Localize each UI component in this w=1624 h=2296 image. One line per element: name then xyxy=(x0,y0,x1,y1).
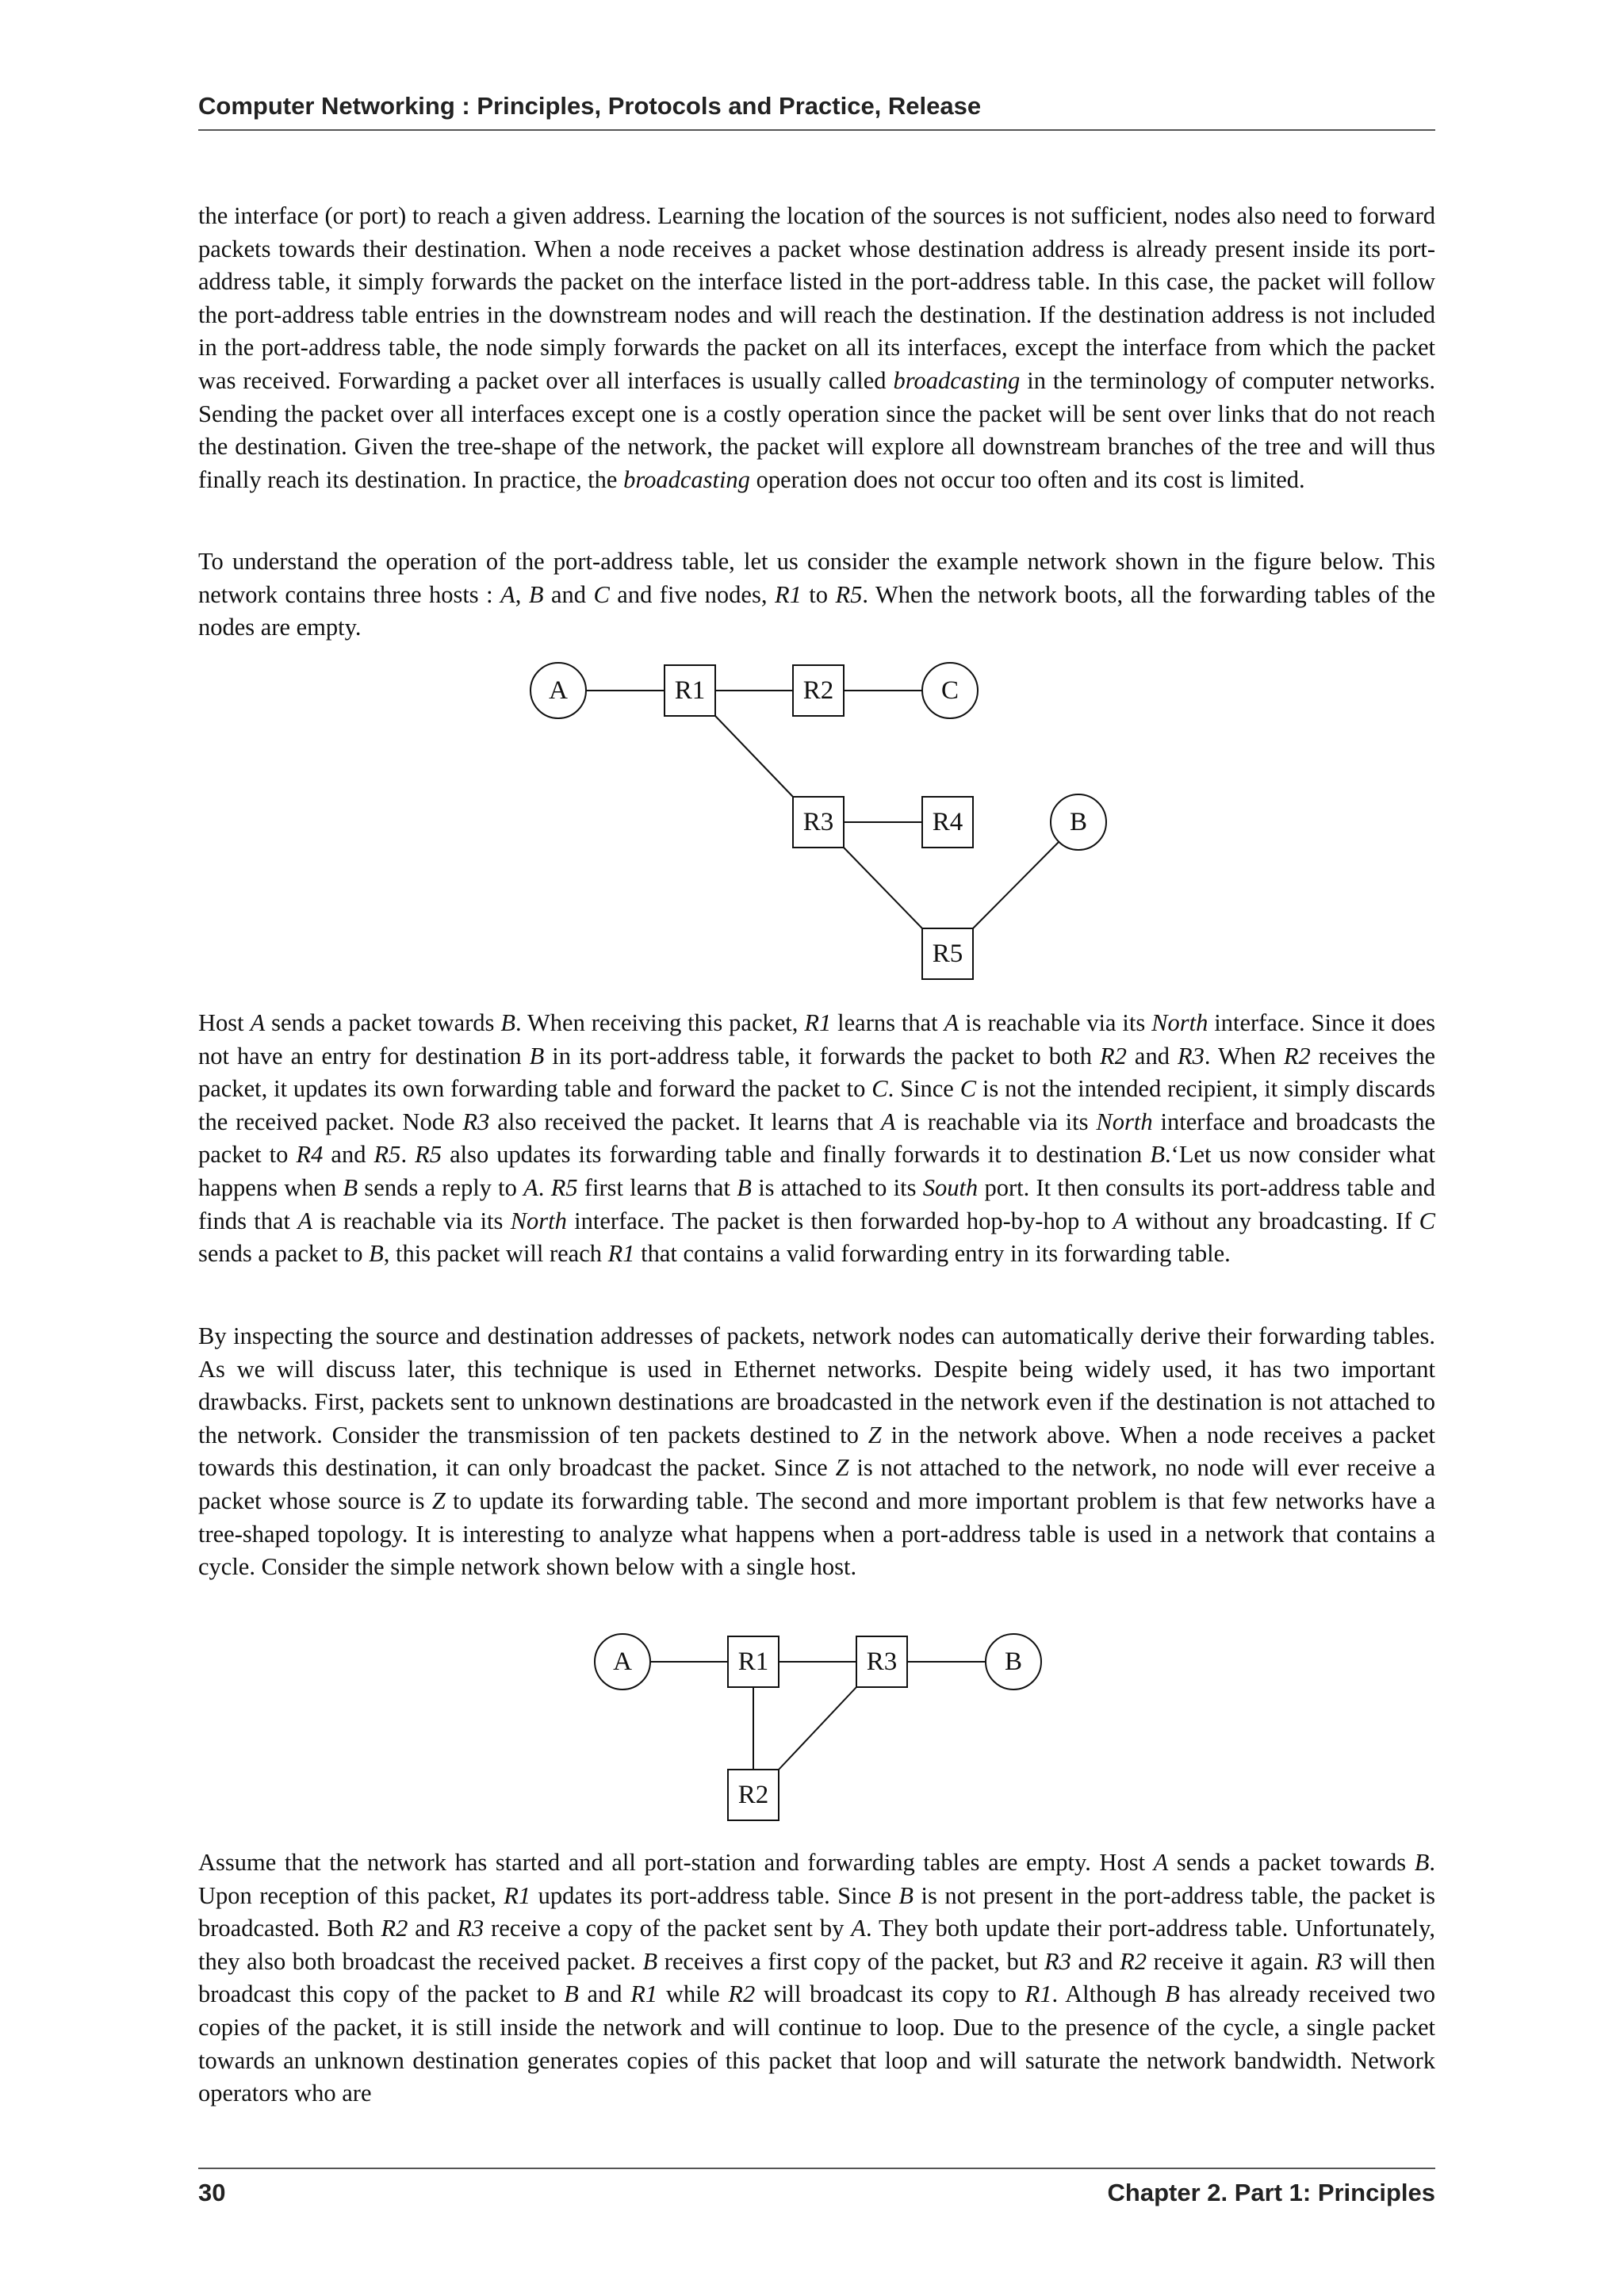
text-run: Host xyxy=(198,1009,251,1036)
text-run: .‘Let us now consider what happens when xyxy=(198,1141,1436,1201)
router-r3-label: R3 xyxy=(802,808,834,836)
emphasis-text: R3 xyxy=(1044,1947,1071,1975)
text-run: will then broadcast this copy of the packet to xyxy=(198,1947,1436,2008)
router-r4-label: R4 xyxy=(932,808,963,836)
text-run: is not present in the port-address table, the packet is broadcasted. Both xyxy=(198,1881,1435,1942)
router-r3 xyxy=(793,797,844,848)
emphasis-text: R3 xyxy=(457,1915,485,1942)
paragraph xyxy=(198,1846,1435,2110)
chapter-title: Chapter 2. Part 1: Principles xyxy=(1107,2179,1435,2206)
text-run: and xyxy=(1126,1042,1178,1070)
emphasis-text: Z xyxy=(431,1487,446,1514)
router-r1 xyxy=(728,1636,779,1687)
emphasis-text: C xyxy=(959,1075,977,1103)
router-r5 xyxy=(922,928,973,979)
text-run: sends a packet towards xyxy=(1168,1849,1415,1876)
emphasis-text: B xyxy=(898,1881,914,1909)
router-r3-label: R3 xyxy=(866,1647,898,1676)
router-r1 xyxy=(665,665,715,716)
emphasis-text: South xyxy=(922,1173,979,1201)
emphasis-text: R1 xyxy=(1025,1980,1052,2008)
text-run: sends a packet to xyxy=(198,1240,370,1268)
text-run: to xyxy=(801,580,836,608)
emphasis-text: B xyxy=(642,1947,658,1975)
emphasis-text: R2 xyxy=(1283,1042,1311,1070)
emphasis-text: R2 xyxy=(1100,1042,1127,1070)
host-a-label: A xyxy=(613,1647,632,1676)
text-run: . Since xyxy=(887,1075,960,1103)
host-b-label: B xyxy=(1069,808,1088,836)
text-run: in the network above. When a node receives a packet towards this destination, it can only broadcast the packet. Since xyxy=(198,1421,1435,1482)
emphasis-text: A xyxy=(1153,1849,1169,1876)
text-run: while xyxy=(657,1980,729,2008)
emphasis-text: A xyxy=(880,1108,896,1135)
text-run: operation does not occur too often and its cost is limited. xyxy=(749,465,1305,493)
text-run: and xyxy=(1071,1947,1120,1975)
text-run: the interface (or port) to reach a given address. Learning the location of the sources is not sufficient, nodes also need to forward packets towards their destination. When a node receives a packet whose destination address is already present inside its port-address table, it simply forwards the packet on the interface listed in the port-address table. In this case, the packet will follow the port-address table entries in the downstream nodes and will reach the destination. If the destination address is not included in the port-address table, the node simply forwards the packet on all its interfaces, except the interface from which the packet was received. Forwarding a packet over all interfaces is usually called xyxy=(198,202,1435,394)
paragraph xyxy=(198,1007,1435,1271)
emphasis-text: R2 xyxy=(381,1915,408,1942)
text-run: By inspecting the source and destination addresses of packets, network nodes can automatically derive their forwarding tables. As we will discuss later, this technique is used in Ethernet networks. Despite being widely used, it has two important drawbacks. First, packets sent to unknown destinations are broadcasted in the network even if the destination is not attached to the network. Consider the transmission of ten packets destined to xyxy=(198,1322,1435,1448)
emphasis-text: A xyxy=(297,1207,312,1234)
emphasis-text: R3 xyxy=(462,1108,490,1135)
text-run: . When receiving this packet, xyxy=(515,1009,805,1036)
text-run: is reachable via its xyxy=(312,1207,511,1234)
text-run: has already received two copies of the packet, it is still inside the network and will continue to loop. Due to the presence of the cycle, a single packet towards an unknown destination generates copies of this packet that loop and will saturate the network bandwidth. Network operators who are xyxy=(198,1980,1435,2107)
emphasis-text: A xyxy=(944,1009,959,1036)
text-run: learns that xyxy=(831,1009,944,1036)
emphasis-text: R5 xyxy=(550,1173,578,1201)
router-r1-label: R1 xyxy=(674,676,706,705)
text-run: that contains a valid forwarding entry in its forwarding table. xyxy=(634,1240,1231,1268)
text-run: without any broadcasting. If xyxy=(1128,1207,1419,1234)
host-c xyxy=(922,663,978,718)
emphasis-text: R2 xyxy=(1120,1947,1147,1975)
text-run: , this packet will reach xyxy=(383,1240,608,1268)
diagram-links xyxy=(650,1662,986,1770)
paragraph xyxy=(198,200,1435,496)
link-r1-r3 xyxy=(715,716,793,797)
emphasis-text: A xyxy=(1113,1207,1128,1234)
host-b-label: B xyxy=(1004,1647,1023,1676)
router-r2 xyxy=(793,665,844,716)
emphasis-text: Z xyxy=(868,1421,882,1448)
text-run: To understand the operation of the port-address table, let us consider the example network shown in the figure below. This network contains three hosts : xyxy=(198,548,1435,608)
text-run: and xyxy=(543,580,594,608)
emphasis-text: R3 xyxy=(1316,1947,1342,1975)
text-run: is attached to its xyxy=(751,1173,923,1201)
host-b xyxy=(1051,794,1106,850)
text-run: is not the intended recipient, it simply discards the received packet. Node xyxy=(198,1075,1435,1135)
text-run: Assume that the network has started and all port-station and forwarding tables are empty. Host xyxy=(198,1849,1154,1876)
text-run: will broadcast its copy to xyxy=(755,1980,1025,2008)
emphasis-text: B xyxy=(528,580,544,608)
text-run: also updates its forwarding table and finally forwards it to destination xyxy=(442,1141,1151,1169)
text-run: receives a first copy of the packet, but xyxy=(657,1947,1045,1975)
emphasis-text: North xyxy=(1096,1108,1153,1135)
text-run: . Upon reception of this packet, xyxy=(198,1849,1435,1909)
emphasis-text: R5 xyxy=(373,1141,401,1169)
text-run: receive a copy of the packet sent by xyxy=(484,1915,852,1942)
emphasis-text: R3 xyxy=(1178,1042,1205,1070)
host-a xyxy=(530,663,586,718)
emphasis-text: R5 xyxy=(835,580,863,608)
host-a xyxy=(595,1634,650,1689)
tree-network-diagram xyxy=(0,650,1624,991)
text-run: . They both update their port-address table. Unfortunately, they also both broadcast the received packet. xyxy=(198,1915,1436,1975)
router-r4 xyxy=(922,797,973,848)
router-r1-label: R1 xyxy=(737,1647,769,1676)
page-number: 30 xyxy=(198,2179,226,2206)
text-run: and xyxy=(578,1980,631,2008)
emphasis-text: C xyxy=(1419,1207,1435,1234)
host-b xyxy=(986,1634,1041,1689)
text-run: interface and broadcasts the packet to xyxy=(198,1108,1435,1169)
emphasis-text: R1 xyxy=(774,580,802,608)
emphasis-text: R1 xyxy=(607,1240,635,1268)
emphasis-text: B xyxy=(1165,1980,1180,2008)
emphasis-text: North xyxy=(1151,1009,1208,1036)
emphasis-text: R1 xyxy=(804,1009,832,1036)
text-run: receive it again. xyxy=(1147,1947,1316,1975)
emphasis-text: R5 xyxy=(415,1141,442,1169)
text-run: , xyxy=(515,580,529,608)
emphasis-text: A xyxy=(500,580,515,608)
router-r2-label: R2 xyxy=(802,676,834,705)
text-run: to update its forwarding table. The second and more important problem is that few networks have a tree-shaped topology. It is interesting to analyze what happens when a port-address table is used in a network that contains a cycle. Consider the simple network shown below with a single host. xyxy=(198,1487,1436,1581)
emphasis-text: broadcasting xyxy=(623,465,750,493)
emphasis-text: A xyxy=(250,1009,266,1036)
emphasis-text: B xyxy=(529,1042,545,1070)
link-r3-r5 xyxy=(844,848,922,928)
text-run: receives the packet, it updates its own forwarding table and forward the packet to xyxy=(198,1042,1435,1103)
text-run: . Although xyxy=(1051,1980,1166,2008)
emphasis-text: R1 xyxy=(504,1881,531,1909)
paragraph xyxy=(198,1320,1435,1584)
link-b-r5 xyxy=(973,834,1067,928)
footer-rule xyxy=(198,2168,1435,2169)
text-run: sends a reply to xyxy=(358,1173,524,1201)
emphasis-text: R4 xyxy=(296,1141,324,1169)
router-r3 xyxy=(856,1636,907,1687)
emphasis-text: A xyxy=(523,1173,538,1201)
emphasis-text: B xyxy=(1414,1849,1430,1876)
text-run: and five nodes, xyxy=(609,580,775,608)
emphasis-text: B xyxy=(343,1173,358,1201)
host-c-label: C xyxy=(940,676,959,705)
text-run: is reachable via its xyxy=(895,1108,1097,1135)
emphasis-text: C xyxy=(871,1075,888,1103)
emphasis-text: C xyxy=(593,580,610,608)
emphasis-text: broadcasting xyxy=(893,366,1021,394)
emphasis-text: B xyxy=(369,1240,384,1268)
text-run: first learns that xyxy=(577,1173,737,1201)
text-run: . When xyxy=(1204,1042,1284,1070)
emphasis-text: Z xyxy=(835,1454,849,1482)
link-r3-r2 xyxy=(779,1687,856,1770)
paragraph xyxy=(198,545,1435,645)
text-run: interface. The packet is then forwarded hop-by-hop to xyxy=(566,1207,1113,1234)
emphasis-text: R2 xyxy=(728,1980,756,2008)
text-run: is not attached to the network, no node will ever receive a packet whose source is xyxy=(198,1454,1435,1514)
emphasis-text: A xyxy=(851,1915,866,1942)
text-run: . xyxy=(400,1141,416,1169)
text-run: in the terminology of computer networks. Sending the packet over all interfaces except one is a costly operation since the packet will be sent over links that do not reach the destination. Given the tree-shape of the network, the packet will explore all downstream branches of the tree and will thus finally reach its destination. In practice, the xyxy=(198,366,1435,493)
emphasis-text: North xyxy=(510,1207,567,1234)
text-run: port. It then consults its port-address table and finds that xyxy=(198,1173,1435,1234)
text-run: . When the network boots, all the forwarding tables of the nodes are empty. xyxy=(198,580,1435,641)
text-run: and xyxy=(323,1141,374,1169)
text-run: in its port-address table, it forwards the packet to both xyxy=(544,1042,1100,1070)
router-r5-label: R5 xyxy=(932,939,963,968)
emphasis-text: R1 xyxy=(630,1980,658,2008)
cycle-network-diagram xyxy=(0,1625,1624,1831)
text-run: . xyxy=(538,1173,551,1201)
text-run: and xyxy=(408,1915,458,1942)
running-header-title: Computer Networking : Principles, Protocols and Practice, Release xyxy=(198,92,982,120)
text-run: is reachable via its xyxy=(959,1009,1152,1036)
text-run: updates its port-address table. Since xyxy=(530,1881,899,1909)
header-rule xyxy=(198,129,1435,131)
emphasis-text: B xyxy=(564,1980,579,2008)
emphasis-text: B xyxy=(1150,1141,1166,1169)
text-run: interface. Since it does not have an entry for destination xyxy=(198,1009,1435,1070)
text-run: sends a packet towards xyxy=(265,1009,501,1036)
host-a-label: A xyxy=(549,676,568,705)
router-r2 xyxy=(728,1770,779,1820)
router-r2-label: R2 xyxy=(737,1781,769,1809)
text-run: also received the packet. It learns that xyxy=(489,1108,881,1135)
emphasis-text: B xyxy=(737,1173,752,1201)
emphasis-text: B xyxy=(500,1009,515,1036)
